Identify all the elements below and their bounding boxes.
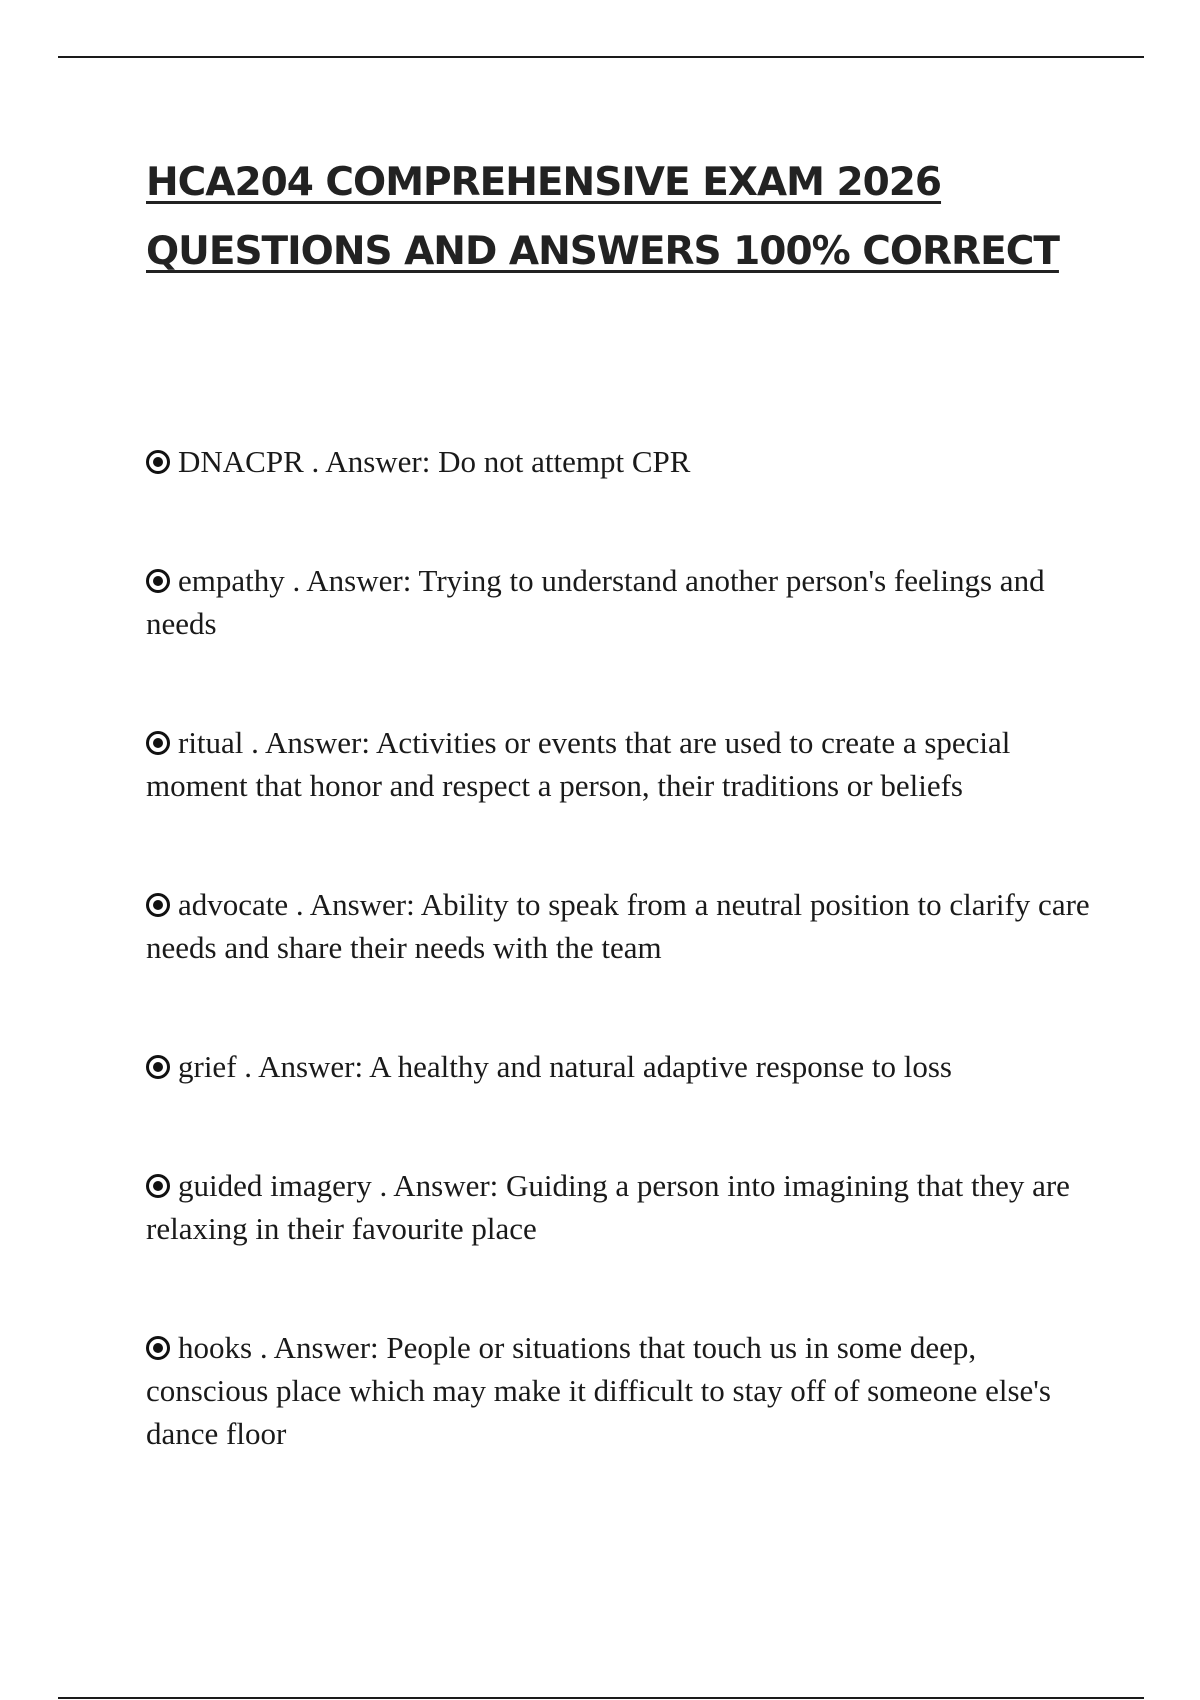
fisheye-bullet-icon [146, 731, 170, 755]
top-divider [58, 56, 1144, 58]
fisheye-bullet-icon [146, 450, 170, 474]
qa-term: empathy [178, 563, 285, 598]
title-line-1: HCA204 COMPREHENSIVE EXAM 2026 [146, 160, 942, 205]
qa-separator: . Answer: [284, 563, 419, 598]
fisheye-bullet-icon [146, 1336, 170, 1360]
qa-answer: People or situations that touch us in some deep, conscious place which may make it difficult to stay off of someone else's dance floor [146, 1330, 1051, 1451]
fisheye-bullet-icon [146, 1055, 170, 1079]
bottom-divider [58, 1697, 1144, 1699]
fisheye-bullet-icon [146, 569, 170, 593]
qa-term: ritual [178, 725, 244, 760]
qa-separator: . Answer: [243, 725, 377, 760]
qa-separator: . Answer: [252, 1330, 387, 1365]
qa-answer: Guiding a person into imagining that they are relaxing in their favourite place [146, 1168, 1070, 1246]
document-title [146, 148, 1136, 286]
qa-separator: . Answer: [303, 444, 439, 479]
qa-answer: Do not attempt CPR [438, 444, 691, 479]
qa-item-advocate [146, 883, 1106, 969]
qa-separator: . Answer: [236, 1049, 370, 1084]
qa-separator: . Answer: [288, 887, 421, 922]
title-line-2: QUESTIONS AND ANSWERS 100% CORRECT [146, 229, 1059, 274]
fisheye-bullet-icon [146, 893, 170, 917]
qa-item-ritual [146, 721, 1106, 807]
qa-answer: Trying to understand another person's feelings and needs [146, 563, 1045, 641]
qa-item-dnacpr [146, 440, 1106, 483]
qa-answer: A healthy and natural adaptive response to loss [369, 1049, 952, 1084]
qa-term: advocate [178, 887, 289, 922]
qa-item-grief [146, 1045, 1106, 1088]
qa-item-empathy [146, 559, 1106, 645]
qa-separator: . Answer: [371, 1168, 507, 1203]
qa-term: guided imagery [178, 1168, 372, 1203]
qa-term: hooks [178, 1330, 253, 1365]
fisheye-bullet-icon [146, 1174, 170, 1198]
qa-item-guided-imagery [146, 1164, 1106, 1250]
qa-answer: Ability to speak from a neutral position to clarify care needs and share their needs with the team [146, 887, 1090, 965]
qa-answer: Activities or events that are used to create a special moment that honor and respect a person, their traditions or beliefs [146, 725, 1011, 803]
qa-term: DNACPR [178, 444, 304, 479]
qa-item-hooks [146, 1326, 1106, 1455]
qa-term: grief [178, 1049, 237, 1084]
